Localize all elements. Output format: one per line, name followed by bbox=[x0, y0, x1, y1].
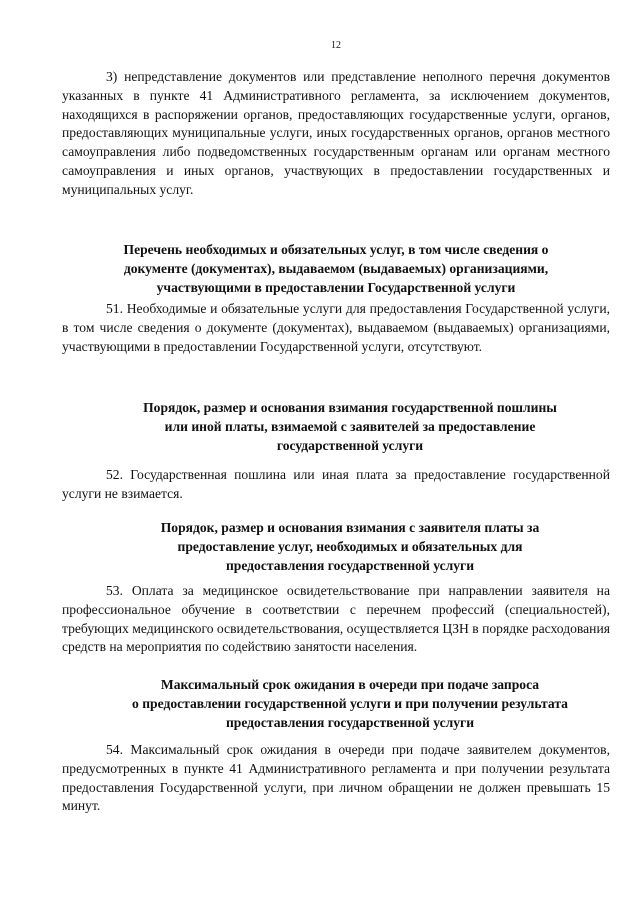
heading-line: Порядок, размер и основания взимания с заявителя платы за bbox=[160, 520, 540, 535]
heading-line: документе (документах), выдаваемом (выдаваемых) организациями, bbox=[123, 261, 549, 276]
paragraph-3: 3) непредставление документов или представление неполного перечня документов указанных в пункте 41 Административного регламента, за исключением документов, находящихся в распоряжении органов, предоставляющих государственные услуги, органов, предоставляющих муниципальные услуги, иных государственных органов, органов местного самоуправления либо подведомственных государственным органам или органам местного самоуправления и иных органов, участвующих в предоставлении государственных и муниципальных услуг. bbox=[62, 69, 610, 197]
heading-line: Порядок, размер и основания взимания государственной пошлины bbox=[143, 400, 557, 415]
section-heading-waiting-time bbox=[62, 675, 610, 732]
heading-line: участвующими в предоставлении Государственной услуги bbox=[156, 280, 516, 295]
paragraph-53: 53. Оплата за медицинское освидетельствование при направлении заявителя на профессиональное обучение в соответствии с перечнем профессий (специальностей), требующих медицинского освидетельствования, осуществляется ЦЗН в порядке расходования средств на мероприятия по содействию занятости населения. bbox=[62, 583, 610, 655]
paragraph-52: 52. Государственная пошлина или иная плата за предоставление государственной услуги не взимается. bbox=[62, 467, 610, 501]
section-heading-fees-for-services bbox=[62, 518, 610, 575]
heading-line: о предоставлении государственной услуги и при получении результата bbox=[132, 696, 568, 711]
heading-line: предоставления государственной услуги bbox=[225, 558, 475, 573]
heading-line: предоставления государственной услуги bbox=[225, 715, 475, 730]
heading-line: Максимальный срок ожидания в очереди при подаче запроса bbox=[160, 677, 540, 692]
heading-line: или иной платы, взимаемой с заявителей за предоставление bbox=[164, 419, 536, 434]
paragraph-51: 51. Необходимые и обязательные услуги для предоставления Государственной услуги, в том числе сведения о документе (документах), выдаваемом (выдаваемых) организациями, участвующими в предоставлении Государственной услуги, отсутствуют. bbox=[62, 301, 610, 354]
heading-line: предоставление услуг, необходимых и обязательных для bbox=[177, 539, 523, 554]
section-heading-state-fee bbox=[62, 398, 610, 455]
paragraph-54: 54. Максимальный срок ожидания в очереди при подаче заявителем документов, предусмотренных в пункте 41 Административного регламента и при получении результата предоставления Государственной услуги, при личном обращении не должен превышать 15 минут. bbox=[62, 742, 610, 814]
heading-line: Перечень необходимых и обязательных услуг, в том числе сведения о bbox=[123, 242, 549, 257]
heading-line: государственной услуги bbox=[276, 438, 424, 453]
section-heading-services-list bbox=[62, 240, 610, 297]
page-number: 12 bbox=[331, 40, 341, 51]
